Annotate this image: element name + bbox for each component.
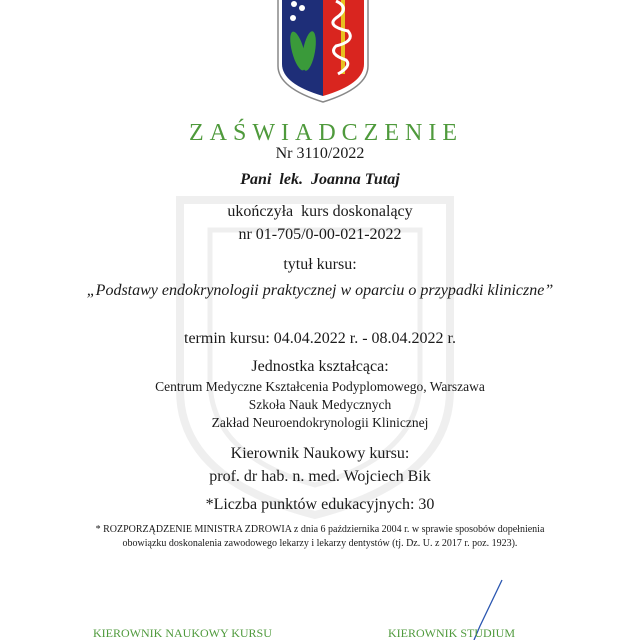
signature-label-course-director: KIEROWNIK NAUKOWY KURSU — [93, 626, 272, 640]
course-term: termin kursu: 04.04.2022 r. - 08.04.2022 r. — [184, 330, 456, 347]
footnote-line: * ROZPORZĄDZENIE MINISTRA ZDROWIA z dnia 6 października 2004 r. w sprawie sposobów dopełnienia — [95, 524, 545, 535]
unit-label: Jednostka kształcąca: — [251, 358, 389, 375]
signature-label-study-director: KIEROWNIK STUDIUM — [388, 626, 515, 640]
course-title: „Podstawy endokrynologii praktycznej w oparciu o przypadki kliniczne” — [86, 282, 554, 299]
completed-text: ukończyła kurs doskonalący — [227, 203, 413, 220]
unit-line: Zakład Neuroendokrynologii Klinicznej — [211, 415, 429, 430]
director-label: Kierownik Naukowy kursu: — [230, 445, 410, 462]
course-number: nr 01-705/0-00-021-2022 — [238, 226, 402, 243]
course-title-label: tytuł kursu: — [283, 256, 357, 273]
recipient-name: Pani lek. Joanna Tutaj — [240, 171, 400, 188]
crest-shield-logo — [276, 0, 370, 104]
certificate-number: Nr 3110/2022 — [275, 145, 365, 162]
unit-line: Centrum Medyczne Kształcenia Podyplomowego, Warszawa — [155, 379, 485, 394]
director-name: prof. dr hab. n. med. Wojciech Bik — [209, 468, 431, 485]
unit-line: Szkoła Nauk Medycznych — [248, 397, 392, 412]
certificate-title: ZAŚWIADCZENIE — [189, 120, 463, 146]
education-points: *Liczba punktów edukacyjnych: 30 — [205, 496, 435, 513]
footnote-line: obowiązku doskonalenia zawodowego lekarzy i lekarzy dentystów (tj. Dz. U. z 2017 r. poz. 1923). — [122, 538, 518, 549]
